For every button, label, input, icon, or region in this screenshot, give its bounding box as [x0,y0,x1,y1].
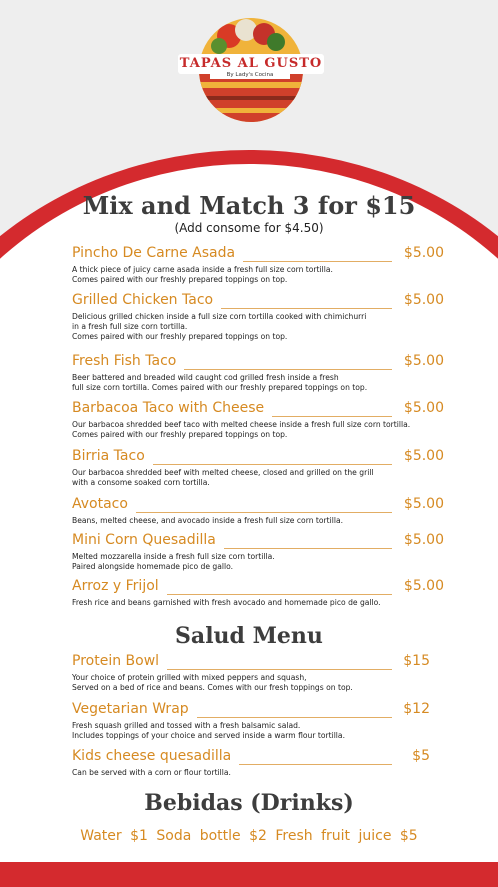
menu-item-name: Barbacoa Taco with Cheese [72,400,265,416]
menu-item-description: Beans, melted cheese, and avocado inside a fresh full size corn tortilla. [72,516,344,525]
menu-item-description: Melted mozzarella inside a fresh full size corn tortilla. [72,552,275,561]
menu-item-description: Our barbacoa shredded beef with melted cheese, closed and grilled on the grill [72,468,374,477]
menu-item-name: Mini Corn Quesadilla [72,532,216,548]
menu-item-price: $5.00 [403,578,444,594]
menu-item-description: Your choice of protein grilled with mixed peppers and squash, [72,673,307,682]
menu-item-description: Beer battered and breaded wild caught cod grilled fresh inside a fresh [72,373,339,382]
menu-item-name: Arroz y Frijol [72,578,159,594]
menu-item-divider [167,669,392,670]
menu-item-name: Grilled Chicken Taco [72,292,214,308]
menu-item-price: $5.00 [403,353,444,369]
menu-item-price: $5 [412,748,430,764]
menu-item-description: Our barbacoa shredded beef taco with melted cheese inside a fresh full size corn tortilla. [72,420,411,429]
menu-item-name: Fresh Fish Taco [72,353,177,369]
logo-subtitle: By Lady's Cocina [210,72,290,79]
menu-item-name: Protein Bowl [72,653,160,669]
menu-item-divider [221,308,392,309]
menu-item-name: Pincho De Carne Asada [72,245,236,261]
menu-item-price: $5.00 [403,400,444,416]
menu-item-divider [184,369,392,370]
menu-item-description: in a fresh full size corn tortilla. [72,322,188,331]
menu-item-divider [167,594,392,595]
menu-item-price: $15 [403,653,430,669]
bottom-red-bar [0,862,498,887]
menu-item-name: Birria Taco [72,448,145,464]
menu-item-description: full size corn tortilla. Comes paired with our freshly prepared toppings on top. [72,383,368,392]
drinks-section-title: Bebidas (Drinks) [144,790,354,816]
logo-title: TAPAS AL GUSTO [178,54,324,74]
menu-item-divider [243,261,392,262]
menu-item-price: $5.00 [403,532,444,548]
menu-item-description: Includes toppings of your choice and served inside a warm flour tortilla. [72,731,345,740]
menu-item-description: Served on a bed of rice and beans. Comes with our fresh toppings on top. [72,683,353,692]
menu-item-description: Comes paired with our freshly prepared toppings on top. [72,275,288,284]
menu-item-description: with a consome soaked corn tortilla. [72,478,210,487]
mix-section-subtitle: (Add consome for $4.50) [174,221,324,235]
menu-item-name: Kids cheese quesadilla [72,748,232,764]
menu-item-description: Can be served with a corn or flour tortilla. [72,768,231,777]
menu-item-divider [136,512,392,513]
menu-item-price: $5.00 [403,292,444,308]
drinks-list: Water $1 Soda bottle $2 Fresh fruit juice $5 [80,828,418,844]
salud-section-title: Salud Menu [175,623,323,649]
menu-item-divider [224,548,392,549]
menu-item-name: Vegetarian Wrap [72,701,189,717]
menu-item-divider [153,464,392,465]
menu-item-price: $5.00 [403,496,444,512]
menu-item-description: Comes paired with our freshly prepared toppings on top. [72,430,288,439]
menu-item-description: Paired alongside homemade pico de gallo. [72,562,234,571]
menu-item-price: $5.00 [403,245,444,261]
menu-item-description: A thick piece of juicy carne asada inside a fresh full size corn tortilla. [72,265,333,274]
menu-item-price: $5.00 [403,448,444,464]
menu-item-divider [239,764,392,765]
menu-item-price: $12 [403,701,430,717]
menu-item-description: Fresh squash grilled and tossed with a fresh balsamic salad. [72,721,301,730]
menu-item-description: Delicious grilled chicken inside a full size corn tortilla cooked with chimichurri [72,312,367,321]
menu-item-divider [272,416,392,417]
menu-item-description: Comes paired with our freshly prepared toppings on top. [72,332,288,341]
menu-item-name: Avotaco [72,496,128,512]
menu-item-description: Fresh rice and beans garnished with fresh avocado and homemade pico de gallo. [72,598,381,607]
mix-section-title: Mix and Match 3 for $15 [82,191,416,220]
menu-item-divider [197,717,392,718]
